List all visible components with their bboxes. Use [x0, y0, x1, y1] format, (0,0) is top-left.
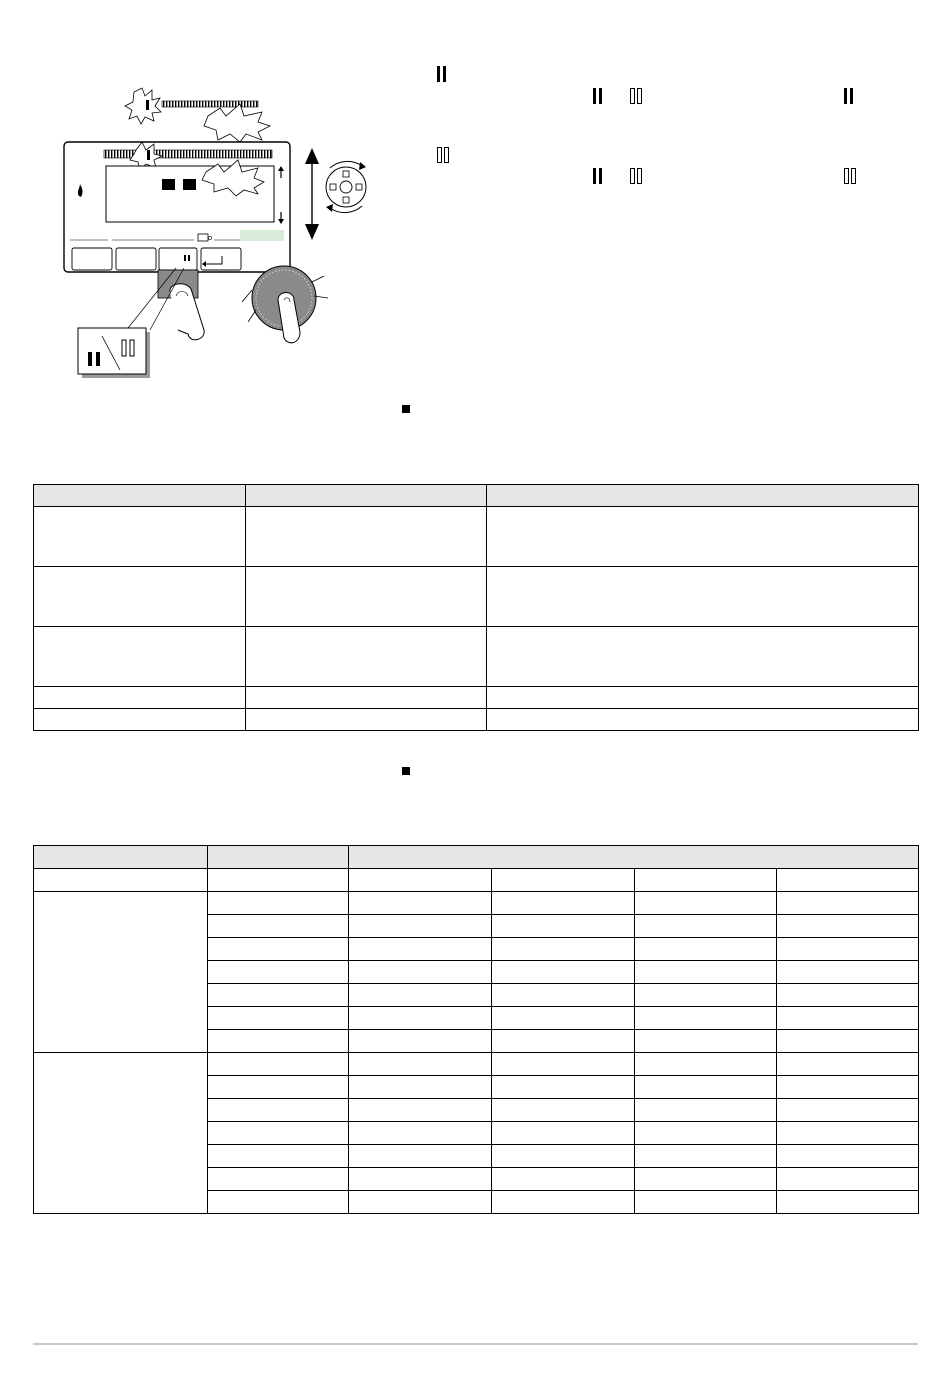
table-header-cell [208, 846, 349, 869]
table-cell [492, 1053, 635, 1076]
table-cell [349, 961, 492, 984]
table-cell [777, 1053, 919, 1076]
table-cell [777, 1122, 919, 1145]
table-cell [777, 961, 919, 984]
table-cell [492, 869, 635, 892]
table-cell [635, 984, 777, 1007]
table-cell [777, 1168, 919, 1191]
table-header [34, 846, 919, 869]
table-cell [34, 869, 208, 892]
table-cell [246, 687, 487, 709]
table-cell [492, 961, 635, 984]
table-row [34, 1053, 919, 1076]
table-cell [777, 938, 919, 961]
table-cell [635, 1053, 777, 1076]
table-row [34, 709, 919, 731]
table-row [34, 567, 919, 627]
table-header [34, 485, 919, 507]
table-cell [349, 915, 492, 938]
table-subheader [34, 869, 919, 892]
table-cell [208, 1076, 349, 1099]
table-row [34, 507, 919, 567]
values-table [33, 845, 919, 1214]
table-cell [487, 687, 919, 709]
pause-icon [593, 85, 605, 105]
table-cell [208, 869, 349, 892]
table-cell [487, 567, 919, 627]
table-cell [777, 1145, 919, 1168]
table-cell [777, 869, 919, 892]
finger-press-icon [158, 270, 204, 340]
table-cell [34, 507, 246, 567]
table-cell [635, 1099, 777, 1122]
table-cell [487, 709, 919, 731]
table-cell [208, 1099, 349, 1122]
table-cell [635, 1145, 777, 1168]
table-cell [635, 1122, 777, 1145]
table-cell [635, 938, 777, 961]
table-cell [492, 1122, 635, 1145]
group-cell [34, 1053, 208, 1214]
table-row [34, 687, 919, 709]
table-cell [34, 567, 246, 627]
table-header-cell [246, 485, 487, 507]
table-cell [492, 915, 635, 938]
table-cell [349, 984, 492, 1007]
table-cell [492, 892, 635, 915]
table-header-cell [34, 846, 208, 869]
table-cell [492, 1076, 635, 1099]
table-cell [492, 1145, 635, 1168]
group-cell [34, 892, 208, 1053]
table-cell [635, 1191, 777, 1214]
table-cell [349, 892, 492, 915]
table-cell [492, 1030, 635, 1053]
settings-table [33, 484, 919, 731]
table-cell [208, 1145, 349, 1168]
outline-pause-icon [630, 165, 644, 185]
table-cell [635, 1168, 777, 1191]
table-cell [246, 507, 487, 567]
table-cell [208, 1122, 349, 1145]
table-cell [487, 507, 919, 567]
outline-pause-icon [437, 144, 451, 164]
table-cell [777, 1030, 919, 1053]
table-cell [635, 892, 777, 915]
table-cell [349, 1007, 492, 1030]
table-cell [777, 984, 919, 1007]
table-cell [777, 892, 919, 915]
table-cell [777, 1099, 919, 1122]
pause-icon [844, 85, 856, 105]
table-header-cell [487, 485, 919, 507]
table-cell [34, 627, 246, 687]
pause-icon [437, 63, 449, 83]
dial-knob-icon [242, 266, 328, 343]
table-cell [246, 709, 487, 731]
thermostat-illustration [0, 0, 400, 400]
table-cell [208, 892, 349, 915]
table-header-cell [349, 846, 919, 869]
footer-rule [33, 1343, 918, 1345]
table-cell [246, 567, 487, 627]
table-cell [492, 1191, 635, 1214]
table-cell [492, 1007, 635, 1030]
table-cell [208, 1053, 349, 1076]
table-cell [777, 1076, 919, 1099]
flashing-time-bar [125, 88, 270, 142]
table-cell [492, 1099, 635, 1122]
table-cell [777, 1191, 919, 1214]
table-cell [777, 1007, 919, 1030]
table-cell [635, 961, 777, 984]
bullet-square-icon [402, 405, 410, 413]
table-cell [635, 1007, 777, 1030]
outline-pause-icon [844, 165, 858, 185]
table-cell [208, 984, 349, 1007]
table-cell [492, 984, 635, 1007]
table-cell [349, 1145, 492, 1168]
table-cell [208, 1007, 349, 1030]
table-cell [349, 1099, 492, 1122]
table-cell [208, 915, 349, 938]
table-cell [635, 1030, 777, 1053]
pause-icon [593, 165, 605, 185]
table-cell [777, 915, 919, 938]
table-cell [492, 938, 635, 961]
table-cell [34, 709, 246, 731]
up-down-arrow-icon [305, 148, 319, 240]
table-cell [208, 961, 349, 984]
table-cell [349, 1191, 492, 1214]
table-cell [492, 1168, 635, 1191]
thermostat-panel [64, 142, 290, 272]
table-header-cell [34, 485, 246, 507]
table-row [34, 892, 919, 915]
table-cell [349, 1122, 492, 1145]
table-cell [349, 869, 492, 892]
table-cell [208, 1191, 349, 1214]
table-cell [208, 1030, 349, 1053]
outline-pause-icon [630, 85, 644, 105]
rotate-icon [326, 161, 366, 212]
bullet-square-icon [402, 767, 410, 775]
table-cell [349, 938, 492, 961]
table-cell [246, 627, 487, 687]
table-row [34, 627, 919, 687]
table-cell [349, 1076, 492, 1099]
table-cell [208, 938, 349, 961]
table-cell [349, 1030, 492, 1053]
table-cell [349, 1053, 492, 1076]
table-cell [487, 627, 919, 687]
table-cell [208, 1168, 349, 1191]
table-cell [349, 1168, 492, 1191]
table-cell [635, 1076, 777, 1099]
table-cell [635, 915, 777, 938]
table-cell [635, 869, 777, 892]
table-cell [34, 687, 246, 709]
